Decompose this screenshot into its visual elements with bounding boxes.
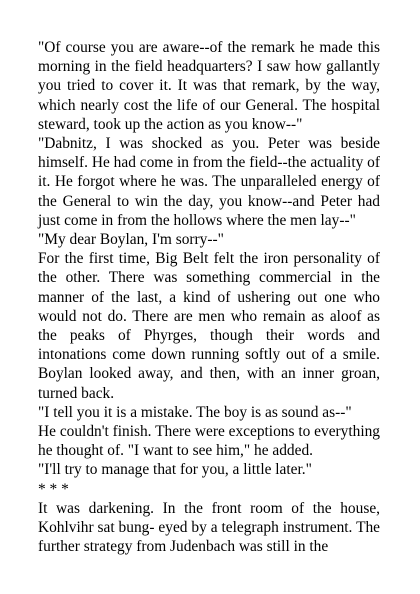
paragraph: "My dear Boylan, I'm sorry--" [38,231,224,249]
paragraph: For the first time, Big Belt felt the iron personality of the other. There was something commercial in the manner of the last, a kind of ushering out one who would not do. There are men who remain as aloof as the peaks of Phyrges, though their words and intonations come down running softly out of a smile. Boylan looked away, and then, with an inner groan, turned back. [38,250,380,402]
paragraph: "I tell you it is a mistake. The boy is as sound as--" [38,403,352,421]
paragraph: It was darkening. In the front room of the house, Kohlvihr sat bung- eyed by a telegraph instrument. The further strategy from Judenbach was still in the [38,499,380,556]
paragraph: "I'll try to manage that for you, a little later." [38,461,312,479]
section-break: * * * [38,480,69,498]
paragraph: "Dabnitz, I was shocked as you. Peter was beside himself. He had come in from the field--the actuality of it. He forgot where he was. The unparalleled energy of the General to win the day, you know--and Peter had just come in from the hollows where the men lay--" [38,135,380,229]
paragraph: "Of course you are aware--of the remark he made this morning in the field headquarters? I saw how gallantly you tried to cover it. It was that remark, by the way, which nearly cost the life of our General. The hospital steward, took up the action as you know--" [38,39,380,133]
document-page [38,38,380,556]
paragraph: He couldn't finish. There were exceptions to everything he thought of. "I want to see him," he added. [38,423,380,460]
